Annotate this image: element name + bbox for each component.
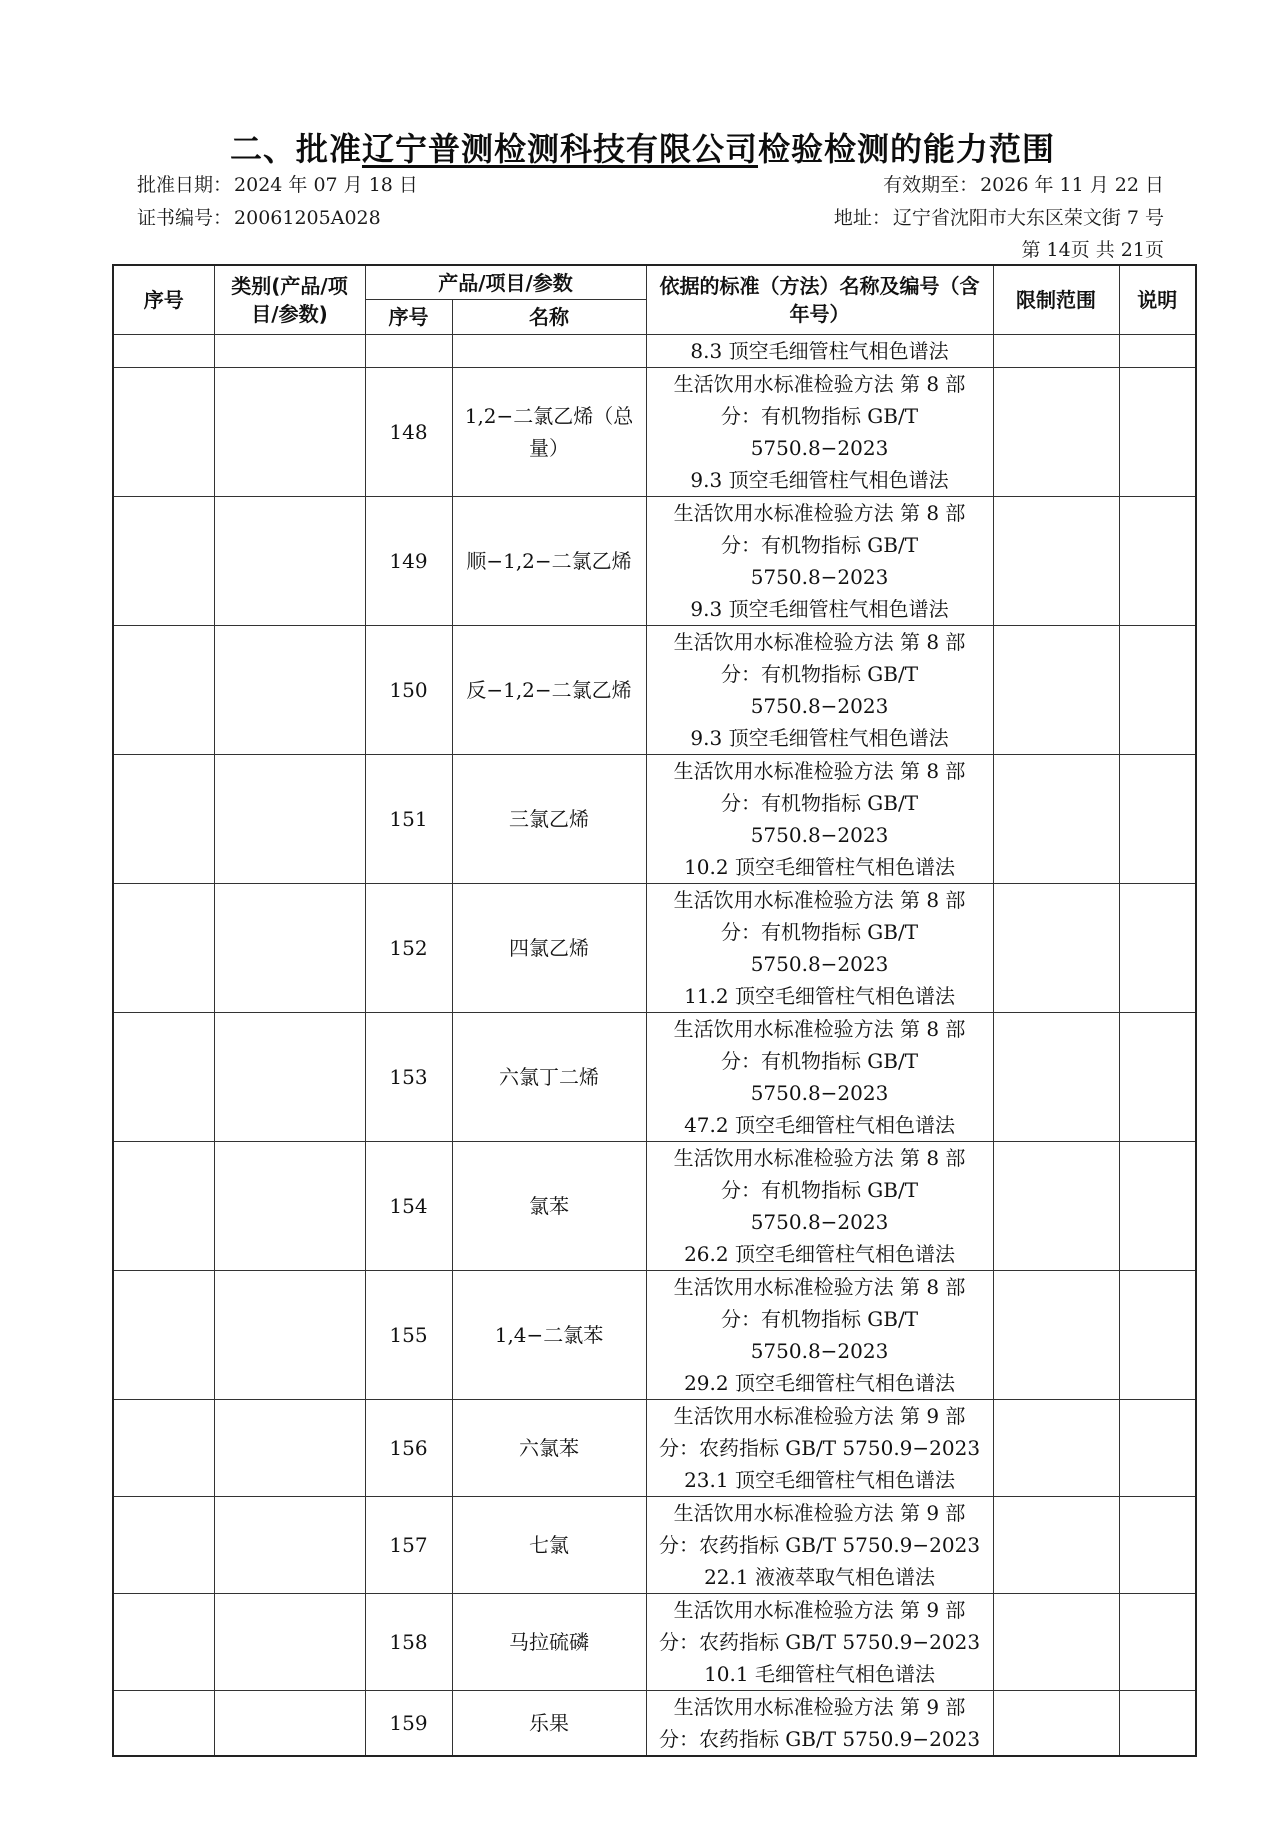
certificate-number-label: 证书编号： bbox=[137, 207, 233, 229]
header-product-group: 产品/项目/参数 bbox=[365, 265, 646, 300]
cell-empty bbox=[993, 335, 1119, 368]
header-row-1 bbox=[113, 265, 1196, 300]
table-row bbox=[113, 1142, 1196, 1271]
title-prefix: 二、批准 bbox=[229, 130, 362, 168]
address-label: 地址： bbox=[833, 207, 891, 229]
cell-empty bbox=[113, 1400, 214, 1497]
cell-empty bbox=[1119, 884, 1196, 1013]
header-category: 类别(产品/项目/参数) bbox=[214, 265, 365, 335]
row-standard bbox=[646, 1013, 993, 1142]
cell-empty bbox=[993, 1013, 1119, 1142]
cell-empty bbox=[113, 626, 214, 755]
scope-table bbox=[112, 264, 1197, 1757]
row-standard bbox=[646, 1142, 993, 1271]
std-line: 分：农药指标 GB/T 5750.9−2023 bbox=[658, 1630, 981, 1654]
cell-empty bbox=[993, 1691, 1119, 1757]
row-name: 七氯 bbox=[452, 1497, 646, 1594]
std-line: 生活饮用水标准检验方法 第 9 部 bbox=[673, 1404, 966, 1428]
cell-empty bbox=[113, 497, 214, 626]
header-limit: 限制范围 bbox=[993, 265, 1119, 335]
table-row bbox=[113, 1497, 1196, 1594]
cell-empty bbox=[993, 1142, 1119, 1271]
cell-empty bbox=[1119, 1271, 1196, 1400]
row-standard bbox=[646, 755, 993, 884]
std-line: 47.2 顶空毛细管柱气相色谱法 bbox=[684, 1113, 955, 1137]
cell-empty bbox=[113, 1691, 214, 1757]
cell-empty bbox=[214, 1400, 365, 1497]
cell-empty bbox=[993, 884, 1119, 1013]
row-seq: 152 bbox=[365, 884, 452, 1013]
row-name: 六氯苯 bbox=[452, 1400, 646, 1497]
cell-empty bbox=[1119, 1400, 1196, 1497]
cell-empty bbox=[214, 1691, 365, 1757]
row-name: 1,4−二氯苯 bbox=[452, 1271, 646, 1400]
header-seq: 序号 bbox=[113, 265, 214, 335]
row-seq: 148 bbox=[365, 368, 452, 497]
std-line: 23.1 顶空毛细管柱气相色谱法 bbox=[684, 1468, 955, 1492]
cell-empty bbox=[993, 497, 1119, 626]
row-seq: 155 bbox=[365, 1271, 452, 1400]
cell-empty bbox=[1119, 1691, 1196, 1757]
std-line: 分：有机物指标 GB/T 5750.8−2023 bbox=[720, 920, 919, 976]
cell-empty bbox=[1119, 1142, 1196, 1271]
std-line: 分：农药指标 GB/T 5750.9−2023 bbox=[658, 1727, 981, 1751]
cell-empty bbox=[1119, 368, 1196, 497]
cell-empty bbox=[113, 884, 214, 1013]
row-name: 反−1,2−二氯乙烯 bbox=[452, 626, 646, 755]
std-line: 生活饮用水标准检验方法 第 8 部 bbox=[673, 501, 966, 525]
address bbox=[834, 203, 1164, 230]
row-name: 马拉硫磷 bbox=[452, 1594, 646, 1691]
page-title bbox=[0, 124, 1285, 170]
approval-date-value: 2024 年 07 月 18 日 bbox=[234, 174, 418, 196]
std-line: 分：有机物指标 GB/T 5750.8−2023 bbox=[720, 1178, 919, 1234]
std-line: 11.2 顶空毛细管柱气相色谱法 bbox=[684, 984, 955, 1008]
table-row bbox=[113, 1400, 1196, 1497]
cell-empty bbox=[113, 368, 214, 497]
row-seq: 151 bbox=[365, 755, 452, 884]
cell-empty bbox=[993, 755, 1119, 884]
row-standard bbox=[646, 1400, 993, 1497]
table-row bbox=[113, 1594, 1196, 1691]
table-row bbox=[113, 1691, 1196, 1757]
header-standard: 依据的标准（方法）名称及编号（含年号） bbox=[646, 265, 993, 335]
row-standard bbox=[646, 1271, 993, 1400]
header-sub-name: 名称 bbox=[452, 300, 646, 335]
std-line: 分：农药指标 GB/T 5750.9−2023 bbox=[658, 1533, 981, 1557]
std-line: 分：有机物指标 GB/T 5750.8−2023 bbox=[720, 662, 919, 718]
cell-empty bbox=[993, 626, 1119, 755]
cell-empty bbox=[214, 755, 365, 884]
std-line: 分：农药指标 GB/T 5750.9−2023 bbox=[658, 1436, 981, 1460]
std-line: 9.3 顶空毛细管柱气相色谱法 bbox=[690, 597, 949, 621]
title-suffix: 检验检测的能力范围 bbox=[758, 130, 1056, 168]
table-row bbox=[113, 884, 1196, 1013]
validity-date-label: 有效期至： bbox=[883, 174, 979, 196]
cell-empty bbox=[113, 335, 214, 368]
cell-empty bbox=[1119, 497, 1196, 626]
cell-empty bbox=[214, 1594, 365, 1691]
std-line: 生活饮用水标准检验方法 第 9 部 bbox=[673, 1695, 966, 1719]
row-standard bbox=[646, 368, 993, 497]
certificate-number-value: 20061205A028 bbox=[234, 207, 381, 229]
row-standard bbox=[646, 1497, 993, 1594]
row-name: 六氯丁二烯 bbox=[452, 1013, 646, 1142]
std-line: 分：有机物指标 GB/T 5750.8−2023 bbox=[720, 404, 919, 460]
std-line: 生活饮用水标准检验方法 第 8 部 bbox=[673, 1017, 966, 1041]
table-row bbox=[113, 368, 1196, 497]
row-seq: 154 bbox=[365, 1142, 452, 1271]
cell-empty bbox=[214, 1497, 365, 1594]
row-name: 顺−1,2−二氯乙烯 bbox=[452, 497, 646, 626]
row-seq: 158 bbox=[365, 1594, 452, 1691]
cell-empty bbox=[365, 335, 452, 368]
cell-empty bbox=[214, 335, 365, 368]
std-line: 生活饮用水标准检验方法 第 8 部 bbox=[673, 1146, 966, 1170]
cell-empty bbox=[214, 1013, 365, 1142]
cell-empty bbox=[113, 1497, 214, 1594]
approval-date bbox=[137, 170, 418, 197]
cell-empty bbox=[993, 368, 1119, 497]
row-name: 氯苯 bbox=[452, 1142, 646, 1271]
row-seq: 153 bbox=[365, 1013, 452, 1142]
cell-empty bbox=[113, 1594, 214, 1691]
cell-empty bbox=[993, 1271, 1119, 1400]
row-standard bbox=[646, 884, 993, 1013]
title-company: 辽宁普测检测科技有限公司 bbox=[361, 130, 758, 168]
row-seq: 157 bbox=[365, 1497, 452, 1594]
row-seq: 156 bbox=[365, 1400, 452, 1497]
std-line: 10.1 毛细管柱气相色谱法 bbox=[704, 1662, 935, 1686]
table-row bbox=[113, 497, 1196, 626]
std-line: 生活饮用水标准检验方法 第 8 部 bbox=[673, 1275, 966, 1299]
address-value: 辽宁省沈阳市大东区荣文街 7 号 bbox=[892, 207, 1164, 229]
cell-empty bbox=[214, 368, 365, 497]
cell-empty bbox=[214, 1271, 365, 1400]
certificate-number bbox=[137, 203, 381, 230]
cell-empty bbox=[1119, 755, 1196, 884]
cell-empty bbox=[993, 1497, 1119, 1594]
cell-empty bbox=[113, 1013, 214, 1142]
cell-empty bbox=[214, 497, 365, 626]
row-seq: 159 bbox=[365, 1691, 452, 1757]
row-standard bbox=[646, 1594, 993, 1691]
cell-empty bbox=[214, 626, 365, 755]
cell-empty bbox=[1119, 626, 1196, 755]
row-standard bbox=[646, 1691, 993, 1757]
std-line: 生活饮用水标准检验方法 第 9 部 bbox=[673, 1598, 966, 1622]
row-seq: 149 bbox=[365, 497, 452, 626]
cell-empty bbox=[214, 884, 365, 1013]
cell-empty bbox=[993, 1400, 1119, 1497]
std-line: 9.3 顶空毛细管柱气相色谱法 bbox=[690, 468, 949, 492]
continuation-row bbox=[113, 335, 1196, 368]
cell-empty bbox=[214, 1142, 365, 1271]
page-info: 第 14页 共 21页 bbox=[1021, 239, 1164, 261]
row-name: 1,2−二氯乙烯（总量） bbox=[452, 368, 646, 497]
cell-empty bbox=[113, 755, 214, 884]
row-standard bbox=[646, 497, 993, 626]
approval-date-label: 批准日期： bbox=[137, 174, 233, 196]
std-line: 生活饮用水标准检验方法 第 8 部 bbox=[673, 372, 966, 396]
row-name: 三氯乙烯 bbox=[452, 755, 646, 884]
cell-empty bbox=[1119, 335, 1196, 368]
std-line: 29.2 顶空毛细管柱气相色谱法 bbox=[684, 1371, 955, 1395]
cell-empty bbox=[113, 1271, 214, 1400]
cell-empty bbox=[1119, 1497, 1196, 1594]
std-line: 生活饮用水标准检验方法 第 8 部 bbox=[673, 759, 966, 783]
row-name: 四氯乙烯 bbox=[452, 884, 646, 1013]
validity-date-value: 2026 年 11 月 22 日 bbox=[980, 174, 1164, 196]
row-standard bbox=[646, 626, 993, 755]
std-line: 22.1 液液萃取气相色谱法 bbox=[704, 1565, 935, 1589]
table-row bbox=[113, 1271, 1196, 1400]
header-sub-seq: 序号 bbox=[365, 300, 452, 335]
header-note: 说明 bbox=[1119, 265, 1196, 335]
row-seq: 150 bbox=[365, 626, 452, 755]
std-line: 9.3 顶空毛细管柱气相色谱法 bbox=[690, 726, 949, 750]
cell-empty bbox=[113, 1142, 214, 1271]
std-line: 分：有机物指标 GB/T 5750.8−2023 bbox=[720, 1307, 919, 1363]
cell-empty bbox=[452, 335, 646, 368]
std-line: 生活饮用水标准检验方法 第 8 部 bbox=[673, 630, 966, 654]
table-row bbox=[113, 1013, 1196, 1142]
std-line: 分：有机物指标 GB/T 5750.8−2023 bbox=[720, 791, 919, 847]
table-row bbox=[113, 755, 1196, 884]
std-line: 26.2 顶空毛细管柱气相色谱法 bbox=[684, 1242, 955, 1266]
std-line: 分：有机物指标 GB/T 5750.8−2023 bbox=[720, 1049, 919, 1105]
std-line: 生活饮用水标准检验方法 第 9 部 bbox=[673, 1501, 966, 1525]
std-line: 生活饮用水标准检验方法 第 8 部 bbox=[673, 888, 966, 912]
std-line: 10.2 顶空毛细管柱气相色谱法 bbox=[684, 855, 955, 879]
cell-empty bbox=[1119, 1013, 1196, 1142]
cell-empty bbox=[1119, 1594, 1196, 1691]
std-line: 分：有机物指标 GB/T 5750.8−2023 bbox=[720, 533, 919, 589]
cell-empty bbox=[993, 1594, 1119, 1691]
validity-date bbox=[883, 170, 1164, 197]
row-name: 乐果 bbox=[452, 1691, 646, 1757]
continuation-standard: 8.3 顶空毛细管柱气相色谱法 bbox=[646, 335, 993, 368]
table-row bbox=[113, 626, 1196, 755]
